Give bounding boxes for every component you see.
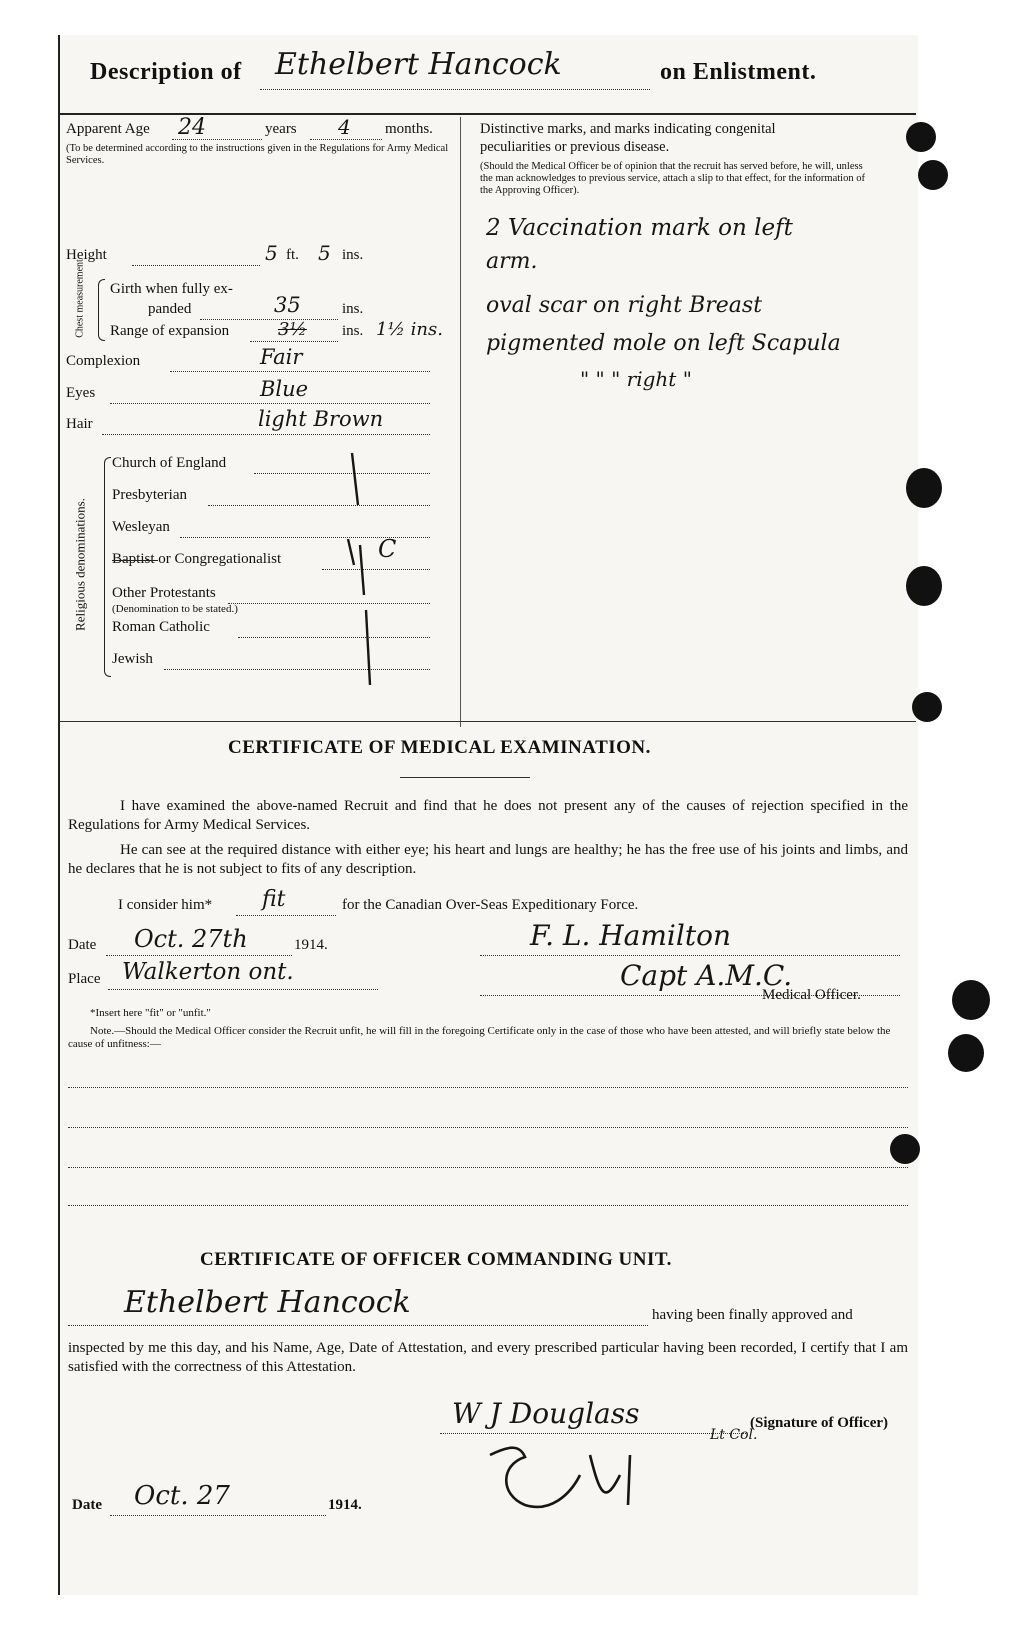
commanding-para-2: inspected by me this day, and his Name, Age, Date of Attestation, and every prescribed particular having been recorded, I certify that I am satisfied with the correctness of this Attestation. <box>68 1340 908 1375</box>
header-suffix: on Enlistment. <box>660 59 817 85</box>
complexion-line <box>170 371 430 372</box>
consider-suffix: for the Canadian Over-Seas Expeditionary Force. <box>342 897 639 913</box>
medical-place-line <box>108 989 378 990</box>
years-label: years <box>265 121 297 137</box>
punch-hole <box>890 1134 920 1164</box>
medical-para-2: He can see at the required distance with either eye; his heart and lungs are healthy; he has the free use of his joints and limbs, and he declares that he is not subject to fits of any description. <box>68 842 908 877</box>
commanding-initials-mark <box>480 1435 650 1525</box>
medical-place-label: Place <box>68 971 101 987</box>
range-value: 3½ <box>278 319 307 340</box>
unfitness-line-1 <box>68 1087 908 1088</box>
punch-hole <box>948 1034 984 1072</box>
punch-hole <box>952 980 990 1020</box>
chest-side-label: Chest measurement <box>74 259 86 338</box>
enlistment-form <box>58 35 918 1595</box>
range-line <box>250 341 338 342</box>
girth-value: 35 <box>274 293 301 317</box>
religion-item: Other Protestants <box>112 585 216 601</box>
age-label: Apparent Age <box>66 121 150 137</box>
section-rule <box>60 721 916 722</box>
column-divider <box>460 117 461 727</box>
commanding-name: Ethelbert Hancock <box>124 1285 411 1320</box>
medical-note: Note.—Should the Medical Officer consider the Recruit unfit, he will fill in the foregoing Certificate only in the case of those who have been attested, and will briefly state below the cause of unfitness:— <box>68 1025 891 1050</box>
girth-ins-label: ins. <box>342 301 364 317</box>
range-extra-value: 1½ ins. <box>376 319 443 340</box>
commanding-signature-rank: Lt Col. <box>710 1427 758 1443</box>
complexion-label: Complexion <box>66 353 141 369</box>
consider-prefix: I consider him* <box>118 897 213 913</box>
range-ins-label: ins. <box>342 323 364 339</box>
marks-heading-2: peculiarities or previous disease. <box>480 139 670 155</box>
commanding-signature-line <box>440 1433 746 1434</box>
marks-line-5: " " " right " <box>580 367 692 391</box>
religion-side-label: Religious denominations. <box>72 498 88 631</box>
medical-date-label: Date <box>68 937 97 953</box>
ins-label: ins. <box>342 247 364 263</box>
height-ins-value: 5 <box>318 241 331 265</box>
girth-label-2: panded <box>148 301 192 317</box>
girth-label-1: Girth when fully ex- <box>110 281 233 297</box>
eyes-value: Blue <box>260 377 309 401</box>
medical-date-year: 1914. <box>294 937 328 953</box>
unfitness-line-4 <box>68 1205 908 1206</box>
punch-hole <box>912 692 942 722</box>
religion-item-note: (Denomination to be stated.) <box>112 603 238 615</box>
religion-item: Roman Catholic <box>112 619 210 635</box>
punch-hole <box>918 160 948 190</box>
range-label: Range of expansion <box>110 323 230 339</box>
medical-signature-line-1 <box>480 955 900 956</box>
medical-signature-1: F. L. Hamilton <box>530 919 731 952</box>
medical-para-1: I have examined the above-named Recruit and find that he does not present any of the causes of rejection specified in the Regulations for Army Medical Services. <box>68 798 908 833</box>
commanding-date-value: Oct. 27 <box>134 1481 230 1511</box>
commanding-name-line <box>68 1325 648 1326</box>
complexion-value: Fair <box>260 345 303 369</box>
unfitness-line-3 <box>68 1167 908 1168</box>
consider-line <box>236 915 336 916</box>
age-note: (To be determined according to the instructions given in the Regulations for Army Medical Services. <box>66 143 449 166</box>
hair-label: Hair <box>66 416 93 432</box>
chest-brace <box>98 279 105 341</box>
header-name-line <box>260 89 650 90</box>
insert-note: *Insert here "fit" or "unfit." <box>90 1007 211 1019</box>
religion-item: Church of England <box>112 455 227 471</box>
hair-value: light Brown <box>258 407 384 431</box>
header-prefix: Description of <box>90 59 242 85</box>
religion-item: Jewish <box>112 651 153 667</box>
marks-line-2: arm. <box>486 249 538 274</box>
baptist-strike <box>112 560 158 561</box>
girth-line <box>200 319 338 320</box>
marks-note: (Should the Medical Officer be of opinion that the recruit has served before, he will, unless the man acknowledges to previous service, attach a slip to that effect, for the information of the Approving Officer). <box>480 161 865 196</box>
commanding-date-year: 1914. <box>328 1497 362 1513</box>
height-ft-value: 5 <box>265 241 278 265</box>
commanding-title: CERTIFICATE OF OFFICER COMMANDING UNIT. <box>200 1249 672 1270</box>
title-ornament <box>400 777 530 778</box>
recruit-name: Ethelbert Hancock <box>275 47 562 82</box>
height-label: Height <box>66 247 107 263</box>
age-months-line <box>310 139 382 140</box>
punch-hole <box>906 566 942 606</box>
marks-line-1: 2 Vaccination mark on left <box>486 215 793 241</box>
commanding-para-1: having been finally approved and <box>652 1307 853 1323</box>
medical-title: CERTIFICATE OF MEDICAL EXAMINATION. <box>228 737 651 758</box>
religion-mark: C <box>378 535 397 563</box>
medical-place-value: Walkerton ont. <box>122 959 294 985</box>
religion-item: Wesleyan <box>112 519 170 535</box>
height-line <box>132 265 260 266</box>
commanding-signature: W J Douglass <box>452 1397 640 1430</box>
marks-heading-1: Distinctive marks, and marks indicating congenital <box>480 121 776 137</box>
ft-label: ft. <box>286 247 299 263</box>
commanding-signature-label: (Signature of Officer) <box>750 1415 889 1431</box>
religion-item: Baptist or Congregationalist <box>112 551 282 567</box>
marks-line-3: oval scar on right Breast <box>486 293 763 318</box>
medical-signature-2: Capt A.M.C. <box>620 959 793 992</box>
religion-brace <box>104 457 111 677</box>
commanding-date-label: Date <box>72 1497 102 1513</box>
marks-line-4: pigmented mole on left Scapula <box>486 331 841 356</box>
punch-hole <box>906 468 942 508</box>
medical-date-line <box>106 955 292 956</box>
age-years-value: 24 <box>178 115 206 140</box>
consider-value: fit <box>262 887 286 912</box>
commanding-date-line <box>110 1515 326 1516</box>
eyes-label: Eyes <box>66 385 96 401</box>
months-label: months. <box>385 121 433 137</box>
medical-date-value: Oct. 27th <box>134 925 248 953</box>
medical-officer-label: Medical Officer. <box>762 987 861 1003</box>
age-months-value: 4 <box>338 115 351 139</box>
eyes-line <box>110 403 430 404</box>
punch-hole <box>906 122 936 152</box>
unfitness-line-2 <box>68 1127 908 1128</box>
religion-item: Presbyterian <box>112 487 187 503</box>
